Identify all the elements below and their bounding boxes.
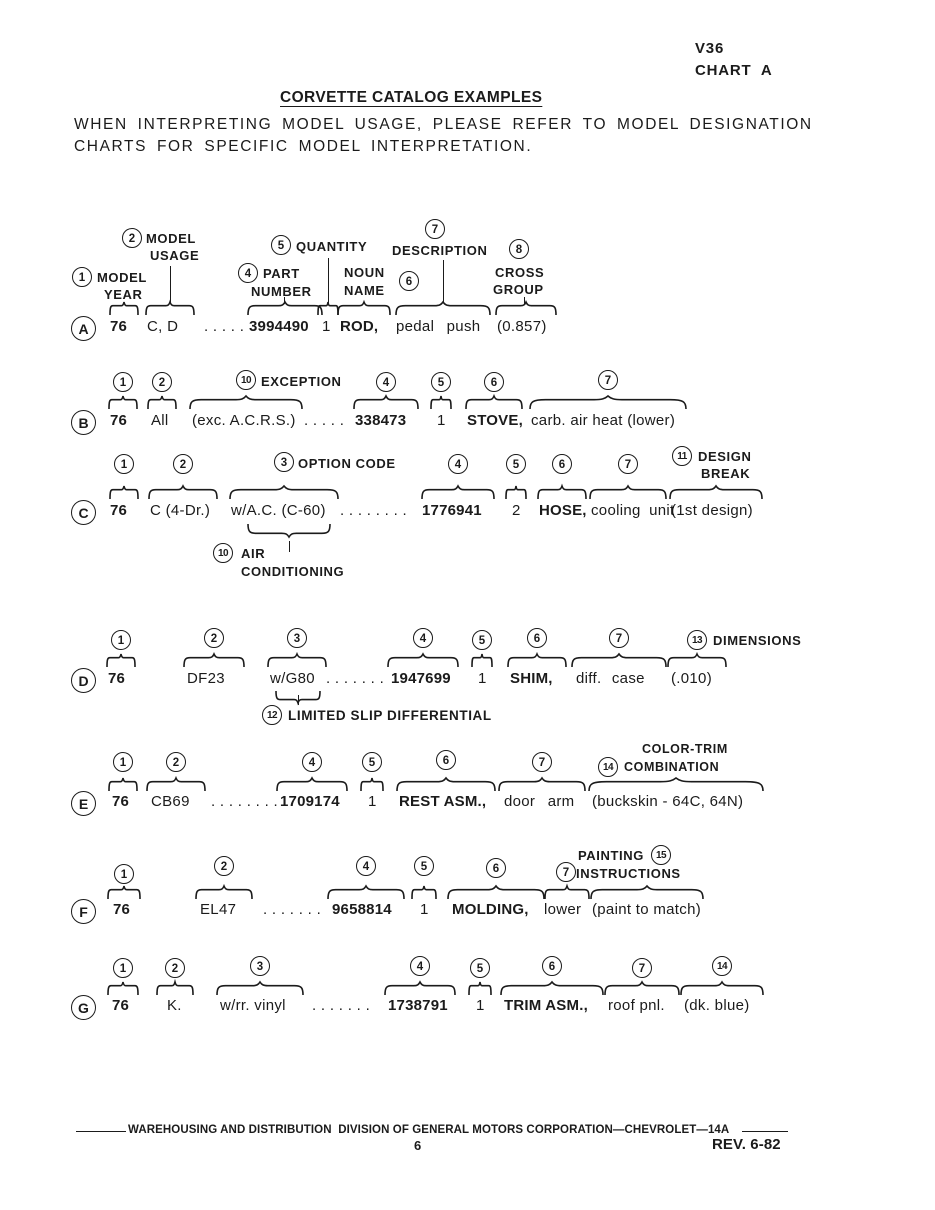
brace <box>318 302 338 315</box>
brace <box>590 486 666 499</box>
label-model: MODEL <box>97 270 147 285</box>
b-model-year: 76 <box>110 412 128 429</box>
callout-2-circle: 2 <box>165 958 185 978</box>
callout-5-circle: 5 <box>472 630 492 650</box>
callout-14-circle: 14 <box>598 757 618 777</box>
callout-2-circle: 2 <box>173 454 193 474</box>
brace <box>385 982 455 995</box>
label-break: BREAK <box>701 466 751 481</box>
callout-2-circle: 2 <box>204 628 224 648</box>
b-description: carb. air heat (lower) <box>531 412 676 429</box>
f-model-usage: EL47 <box>200 901 237 918</box>
callout-6-circle: 6 <box>527 628 547 648</box>
label-instructions: INSTRUCTIONS <box>576 866 681 881</box>
callout-1-circle: 1 <box>72 267 92 287</box>
brace <box>338 302 390 315</box>
c-quantity: 2 <box>512 502 521 519</box>
intro-line-1: WHEN INTERPRETING MODEL USAGE, PLEASE REFER TO MODEL DESIGNATION <box>74 116 813 133</box>
connector-line <box>289 541 290 552</box>
brace <box>496 302 556 315</box>
brace <box>396 302 490 315</box>
brace <box>268 654 326 667</box>
callout-4-circle: 4 <box>302 752 322 772</box>
brace <box>448 886 544 899</box>
f-part-number: 9658814 <box>332 901 392 918</box>
callout-6-circle: 6 <box>484 372 504 392</box>
brace <box>668 654 726 667</box>
brace <box>545 886 589 899</box>
label-option-code: OPTION CODE <box>298 456 396 471</box>
example-g-letter: G <box>71 995 96 1020</box>
example-d-letter: D <box>71 668 96 693</box>
d-description: diff. case <box>576 670 645 687</box>
callout-2-circle: 2 <box>214 856 234 876</box>
brace <box>196 886 252 899</box>
e-noun-name: REST ASM., <box>399 793 487 810</box>
e-quantity: 1 <box>368 793 377 810</box>
brace <box>469 982 491 995</box>
brace <box>147 778 205 791</box>
callout-5-circle: 5 <box>271 235 291 255</box>
a-leader-dots: . . . . . <box>204 318 245 335</box>
a-noun-name: ROD, <box>340 318 379 335</box>
callout-5-circle: 5 <box>470 958 490 978</box>
e-color-trim: (buckskin - 64C, 64N) <box>592 793 744 810</box>
brace <box>354 396 418 409</box>
brace <box>277 778 347 791</box>
label-cross: CROSS <box>495 265 545 280</box>
connector-line <box>328 258 329 303</box>
brace <box>149 486 217 499</box>
brace <box>431 396 451 409</box>
brace <box>670 486 762 499</box>
callout-7-circle: 7 <box>609 628 629 648</box>
connector-line <box>443 260 444 302</box>
brace <box>499 778 585 791</box>
c-noun-name: HOSE, <box>539 502 587 519</box>
f-painting-instructions: (paint to match) <box>592 901 702 918</box>
b-quantity: 1 <box>437 412 446 429</box>
brace <box>109 778 137 791</box>
label-model-usage-1: MODEL <box>146 231 196 246</box>
a-cross-group: (0.857) <box>497 318 547 335</box>
footer-rule-left <box>76 1131 126 1132</box>
brace <box>361 778 383 791</box>
example-e-letter: E <box>71 791 96 816</box>
callout-13-circle: 13 <box>687 630 707 650</box>
chart-label: CHART A <box>695 62 773 79</box>
brace <box>572 654 666 667</box>
brace <box>466 396 522 409</box>
callout-8-circle: 8 <box>509 239 529 259</box>
c-leader-dots: . . . . . . . . <box>340 502 408 519</box>
brace <box>412 886 436 899</box>
d-quantity: 1 <box>478 670 487 687</box>
brace <box>109 396 137 409</box>
brace <box>184 654 244 667</box>
f-model-year: 76 <box>113 901 131 918</box>
f-description: lower <box>544 901 582 918</box>
label-limited-slip: LIMITED SLIP DIFFERENTIAL <box>288 708 492 723</box>
brace <box>605 982 679 995</box>
brace <box>591 886 703 899</box>
callout-6-circle: 6 <box>399 271 419 291</box>
brace <box>422 486 494 499</box>
a-part-number: 3994490 <box>249 318 309 335</box>
g-color-trim: (dk. blue) <box>684 997 750 1014</box>
a-model-usage: C, D <box>147 318 179 335</box>
brace <box>110 486 138 499</box>
callout-4-circle: 4 <box>238 263 258 283</box>
brace <box>501 982 603 995</box>
label-quantity: QUANTITY <box>296 239 368 254</box>
c-part-number: 1776941 <box>422 502 482 519</box>
callout-10-circle: 10 <box>236 370 256 390</box>
a-quantity: 1 <box>322 318 331 335</box>
callout-6-circle: 6 <box>542 956 562 976</box>
brace <box>508 654 566 667</box>
label-year: YEAR <box>104 287 143 302</box>
footer-division-text: WAREHOUSING AND DISTRIBUTION DIVISION OF GENERAL MOTORS CORPORATION—CHEVROLET—14A <box>128 1124 730 1136</box>
e-part-number: 1709174 <box>280 793 340 810</box>
example-c-letter: C <box>71 500 96 525</box>
g-option-code: w/rr. vinyl <box>220 997 286 1014</box>
connector-line <box>298 695 299 705</box>
g-description: roof pnl. <box>608 997 665 1014</box>
callout-5-circle: 5 <box>506 454 526 474</box>
callout-10-circle: 10 <box>213 543 233 563</box>
label-name: NAME <box>344 283 385 298</box>
callout-15-circle: 15 <box>651 845 671 865</box>
callout-1-circle: 1 <box>111 630 131 650</box>
callout-2-circle: 2 <box>166 752 186 772</box>
c-model-usage: C (4-Dr.) <box>150 502 211 519</box>
callout-7-circle: 7 <box>632 958 652 978</box>
b-model-usage: All <box>151 412 169 429</box>
callout-7-circle: 7 <box>532 752 552 772</box>
callout-7-circle: 7 <box>598 370 618 390</box>
label-design: DESIGN <box>698 449 752 464</box>
callout-1-circle: 1 <box>113 372 133 392</box>
d-noun-name: SHIM, <box>510 670 553 687</box>
brace <box>108 886 140 899</box>
f-quantity: 1 <box>420 901 429 918</box>
callout-7-circle: 7 <box>425 219 445 239</box>
d-part-number: 1947699 <box>391 670 451 687</box>
c-model-year: 76 <box>110 502 128 519</box>
callout-3-circle: 3 <box>274 452 294 472</box>
brace <box>472 654 492 667</box>
f-noun-name: MOLDING, <box>452 901 529 918</box>
d-leader-dots: . . . . . . . <box>326 670 385 687</box>
callout-3-circle: 3 <box>287 628 307 648</box>
b-noun-name: STOVE, <box>467 412 523 429</box>
callout-4-circle: 4 <box>376 372 396 392</box>
callout-12-circle: 12 <box>262 705 282 725</box>
brace <box>530 396 686 409</box>
footer-rule-right <box>742 1131 788 1132</box>
b-part-number: 338473 <box>355 412 407 429</box>
callout-14-circle: 14 <box>712 956 732 976</box>
connector-line <box>170 266 171 302</box>
callout-2-circle: 2 <box>122 228 142 248</box>
brace <box>157 982 193 995</box>
callout-6-circle: 6 <box>436 750 456 770</box>
label-painting: PAINTING <box>578 848 644 863</box>
revision-label: REV. 6-82 <box>712 1136 781 1153</box>
label-model-usage-2: USAGE <box>150 248 200 263</box>
intro-line-2: CHARTS FOR SPECIFIC MODEL INTERPRETATION. <box>74 138 533 155</box>
g-quantity: 1 <box>476 997 485 1014</box>
d-dimensions: (.010) <box>671 670 712 687</box>
brace <box>388 654 458 667</box>
g-leader-dots: . . . . . . . <box>312 997 371 1014</box>
c-description: cooling unit <box>591 502 675 519</box>
label-combination: COMBINATION <box>624 760 720 774</box>
f-leader-dots: . . . . . . . <box>263 901 322 918</box>
example-b-letter: B <box>71 410 96 435</box>
brace <box>248 302 322 315</box>
label-exception: EXCEPTION <box>261 374 342 389</box>
brace <box>146 302 194 315</box>
e-model-year: 76 <box>112 793 130 810</box>
callout-1-circle: 1 <box>114 454 134 474</box>
brace <box>110 302 138 315</box>
label-color-trim: COLOR-TRIM <box>642 742 728 756</box>
callout-2-circle: 2 <box>152 372 172 392</box>
d-model-usage: DF23 <box>187 670 225 687</box>
label-noun: NOUN <box>344 265 385 280</box>
callout-4-circle: 4 <box>356 856 376 876</box>
e-leader-dots: . . . . . . . . <box>211 793 279 810</box>
label-number: NUMBER <box>251 284 312 299</box>
b-leader-dots: . . . . . <box>304 412 345 429</box>
callout-4-circle: 4 <box>448 454 468 474</box>
label-conditioning: CONDITIONING <box>241 564 345 579</box>
doc-code: V36 <box>695 40 725 57</box>
label-air: AIR <box>241 546 266 561</box>
callout-4-circle: 4 <box>410 956 430 976</box>
callout-3-circle: 3 <box>250 956 270 976</box>
g-model-usage: K. <box>167 997 182 1014</box>
callout-5-circle: 5 <box>431 372 451 392</box>
g-model-year: 76 <box>112 997 130 1014</box>
label-part: PART <box>263 266 300 281</box>
c-design-break: (1st design) <box>671 502 753 519</box>
callout-7-circle: 7 <box>556 862 576 882</box>
label-dimensions: DIMENSIONS <box>713 633 802 648</box>
brace <box>589 778 763 791</box>
brace <box>107 654 135 667</box>
callout-1-circle: 1 <box>113 752 133 772</box>
d-model-year: 76 <box>108 670 126 687</box>
callout-6-circle: 6 <box>552 454 572 474</box>
page-title: CORVETTE CATALOG EXAMPLES <box>280 89 543 106</box>
callout-1-circle: 1 <box>113 958 133 978</box>
callout-6-circle: 6 <box>486 858 506 878</box>
example-a-letter: A <box>71 316 96 341</box>
b-exception: (exc. A.C.R.S.) <box>192 412 296 429</box>
label-description: DESCRIPTION <box>392 243 488 258</box>
a-model-year: 76 <box>110 318 128 335</box>
callout-5-circle: 5 <box>362 752 382 772</box>
brace <box>190 396 302 409</box>
a-description: pedal push <box>396 318 481 335</box>
callout-11-circle: 11 <box>672 446 692 466</box>
brace <box>230 486 338 499</box>
brace-under <box>248 524 330 537</box>
brace <box>217 982 303 995</box>
e-model-usage: CB69 <box>151 793 190 810</box>
brace <box>397 778 495 791</box>
brace <box>328 886 404 899</box>
brace <box>538 486 586 499</box>
callout-4-circle: 4 <box>413 628 433 648</box>
g-noun-name: TRIM ASM., <box>504 997 588 1014</box>
g-part-number: 1738791 <box>388 997 448 1014</box>
d-option-code: w/G80 <box>270 670 315 687</box>
callout-5-circle: 5 <box>414 856 434 876</box>
brace <box>148 396 176 409</box>
e-description: door arm <box>504 793 575 810</box>
brace <box>108 982 138 995</box>
callout-1-circle: 1 <box>114 864 134 884</box>
label-group: GROUP <box>493 282 544 297</box>
callout-7-circle: 7 <box>618 454 638 474</box>
c-option-code: w/A.C. (C-60) <box>231 502 326 519</box>
example-f-letter: F <box>71 899 96 924</box>
brace <box>506 486 526 499</box>
page-number: 6 <box>414 1138 422 1153</box>
brace <box>681 982 763 995</box>
